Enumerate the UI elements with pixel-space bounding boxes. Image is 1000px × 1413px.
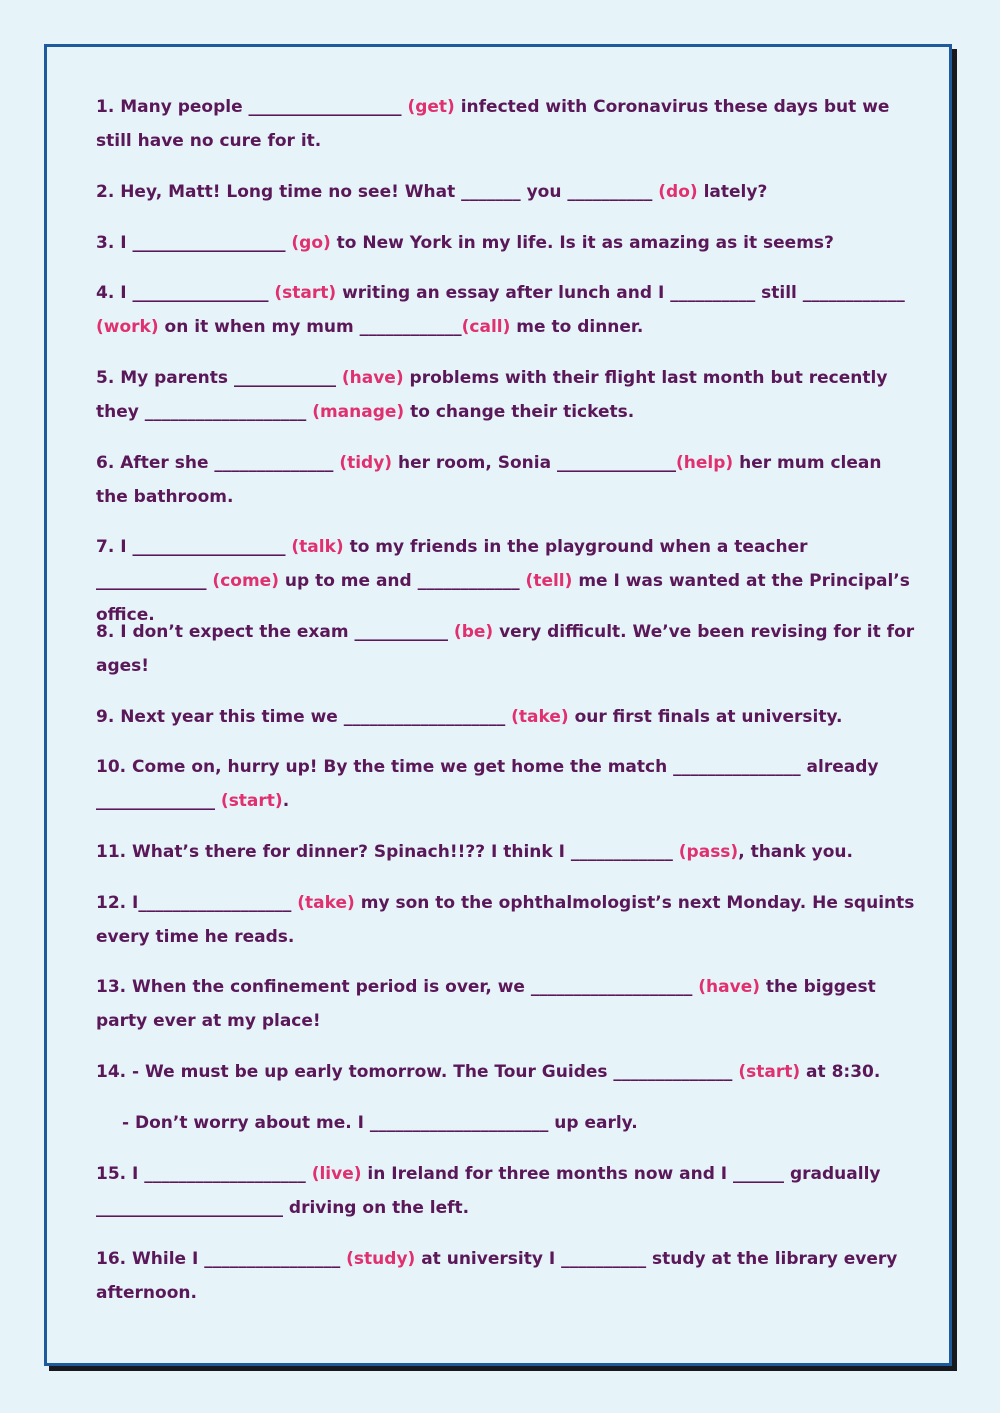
verb-prompt: (manage) xyxy=(312,402,405,422)
verb-prompt: (study) xyxy=(346,1249,416,1269)
sentence-text: our first finals at university. xyxy=(568,707,843,727)
sentence-text: 11. What’s there for dinner? Spinach!!?? I think I ____________ xyxy=(96,842,679,862)
question-5 xyxy=(96,361,916,429)
verb-prompt: (start) xyxy=(738,1062,801,1082)
verb-prompt: (talk) xyxy=(291,537,344,557)
verb-prompt: (get) xyxy=(407,97,455,117)
sentence-text: to change their tickets. xyxy=(404,402,635,422)
sentence-text: problems with their flight last month but recently they ___________________ xyxy=(96,368,888,422)
verb-prompt: (have) xyxy=(698,977,760,997)
sentence-text: 16. While I ________________ xyxy=(96,1249,347,1269)
verb-prompt: (start) xyxy=(274,283,337,303)
verb-prompt: (go) xyxy=(291,233,331,253)
sentence-text: her mum clean the bathroom. xyxy=(96,453,882,507)
sentence-text: my son to the ophthalmologist’s next Monday. He squints every time he reads. xyxy=(96,893,915,947)
verb-prompt: (tidy) xyxy=(339,453,393,473)
sentence-text: writing an essay after lunch and I __________ still ____________ xyxy=(336,283,905,303)
question-6 xyxy=(96,446,916,514)
sentence-text: 12. I__________________ xyxy=(96,893,298,913)
sentence-text: very difficult. We’ve been revising for it for ages! xyxy=(96,622,915,676)
verb-prompt: (work) xyxy=(96,317,159,337)
question-3 xyxy=(96,226,916,260)
sentence-text: me to dinner. xyxy=(510,317,644,337)
question-10 xyxy=(96,750,916,818)
verb-prompt: (pass) xyxy=(678,842,739,862)
sentence-text: to my friends in the playground when a teacher _____________ xyxy=(96,537,808,591)
sentence-text: 13. When the confinement period is over, we ___________________ xyxy=(96,977,699,997)
question-14b xyxy=(122,1106,942,1140)
sentence-text: 14. - We must be up early tomorrow. The Tour Guides ______________ xyxy=(96,1062,739,1082)
sentence-text: 8. I don’t expect the exam ___________ xyxy=(96,622,454,642)
sentence-text: in Ireland for three months now and I ______ gradually ______________________ driving on the left. xyxy=(96,1164,881,1218)
question-12 xyxy=(96,886,916,954)
sentence-text: - Don’t worry about me. I _____________________ up early. xyxy=(122,1113,638,1133)
question-15 xyxy=(96,1157,916,1225)
sentence-text: at university I __________ study at the library every afternoon. xyxy=(96,1249,898,1303)
question-13 xyxy=(96,970,916,1038)
sentence-text: 2. Hey, Matt! Long time no see! What _______ you __________ xyxy=(96,182,659,202)
question-4 xyxy=(96,276,916,344)
sentence-text: on it when my mum ____________ xyxy=(158,317,462,337)
sentence-text: up to me and ____________ xyxy=(278,571,526,591)
question-2 xyxy=(96,175,916,209)
sentence-text: lately? xyxy=(697,182,768,202)
verb-prompt: (live) xyxy=(311,1164,362,1184)
sentence-text: 5. My parents ____________ xyxy=(96,368,342,388)
sentence-text: infected with Coronavirus these days but we still have no cure for it. xyxy=(96,97,890,151)
sentence-text: at 8:30. xyxy=(800,1062,881,1082)
question-1 xyxy=(96,90,916,158)
verb-prompt: (take) xyxy=(511,707,569,727)
sentence-text: to New York in my life. Is it as amazing as it seems? xyxy=(330,233,834,253)
question-16 xyxy=(96,1242,916,1310)
sentence-text: 9. Next year this time we ___________________ xyxy=(96,707,512,727)
verb-prompt: (help) xyxy=(676,453,734,473)
verb-prompt: (have) xyxy=(341,368,404,388)
sentence-text: 1. Many people __________________ xyxy=(96,97,408,117)
verb-prompt: (call) xyxy=(461,317,511,337)
sentence-text: 10. Come on, hurry up! By the time we get home the match _______________ already ______________ xyxy=(96,757,879,811)
verb-prompt: (take) xyxy=(297,893,355,913)
sentence-text: me I was wanted at the Principal’s office. xyxy=(96,571,910,625)
question-14a xyxy=(96,1055,916,1089)
sentence-text: 6. After she ______________ xyxy=(96,453,340,473)
sentence-text: , thank you. xyxy=(738,842,853,862)
question-11 xyxy=(96,835,916,869)
verb-prompt: (be) xyxy=(453,622,494,642)
verb-prompt: (come) xyxy=(212,571,279,591)
verb-prompt: (tell) xyxy=(525,571,573,591)
question-9 xyxy=(96,700,916,734)
sentence-text: . xyxy=(282,791,290,811)
question-8 xyxy=(96,615,916,683)
sentence-text: her room, Sonia ______________ xyxy=(392,453,676,473)
verb-prompt: (start) xyxy=(220,791,283,811)
sentence-text: 7. I __________________ xyxy=(96,537,292,557)
sentence-text: 15. I ___________________ xyxy=(96,1164,312,1184)
sentence-text: 3. I __________________ xyxy=(96,233,292,253)
sentence-text: 4. I ________________ xyxy=(96,283,275,303)
verb-prompt: (do) xyxy=(658,182,698,202)
sentence-text: the biggest party ever at my place! xyxy=(96,977,876,1031)
